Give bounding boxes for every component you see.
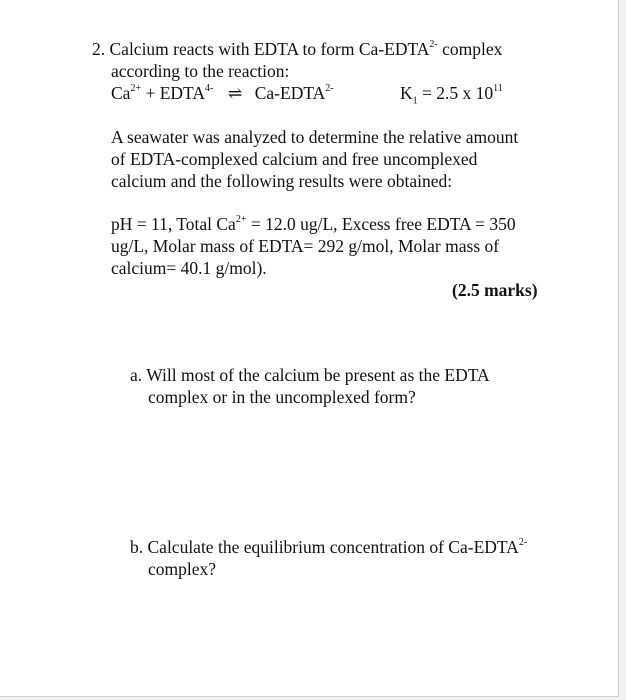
data-line1: pH = 11, Total $Ca^{2+} = 12.0$ ug/L, Excess free EDTA = 350	[111, 214, 516, 234]
data-line3: calcium= 40.1 g/mol).	[111, 258, 267, 278]
equilibrium-constant: $K_1 = 2.5$ x $10^{11}$	[400, 83, 503, 107]
marks-label: (2.5 marks)	[452, 280, 538, 300]
question-intro-line2: according to the reaction:	[111, 61, 290, 81]
para1-line2: of EDTA-complexed calcium and free uncomplexed	[111, 149, 478, 169]
question-intro-line1: 2. Calcium reacts with EDTA to form $Ca-EDTA^{2-}$ complex	[92, 39, 503, 59]
reaction-equation: $Ca^{2+}$ + $EDTA^{4-}$ ⇌ $Ca-EDTA^{2-}$ $K_1 = 2.5$ x $10^{11}$	[111, 83, 503, 107]
para1-line1: A seawater was analyzed to determine the relative amount	[111, 127, 519, 147]
data-line2: ug/L, Molar mass of EDTA= 292 g/mol, Molar mass of	[111, 236, 500, 256]
part-a-line1: a. Will most of the calcium be present as the EDTA	[130, 365, 490, 385]
para1-line3: calcium and the following results were obtained:	[111, 171, 453, 191]
part-b-line1: b. Calculate the equilibrium concentration of $Ca-EDTA^{2-}$	[130, 537, 528, 557]
part-a-line2: complex or in the uncomplexed form?	[148, 387, 416, 407]
part-b-line2: complex?	[148, 559, 217, 579]
question-number: 2.	[92, 39, 106, 59]
equilibrium-arrow: ⇌	[227, 83, 243, 103]
